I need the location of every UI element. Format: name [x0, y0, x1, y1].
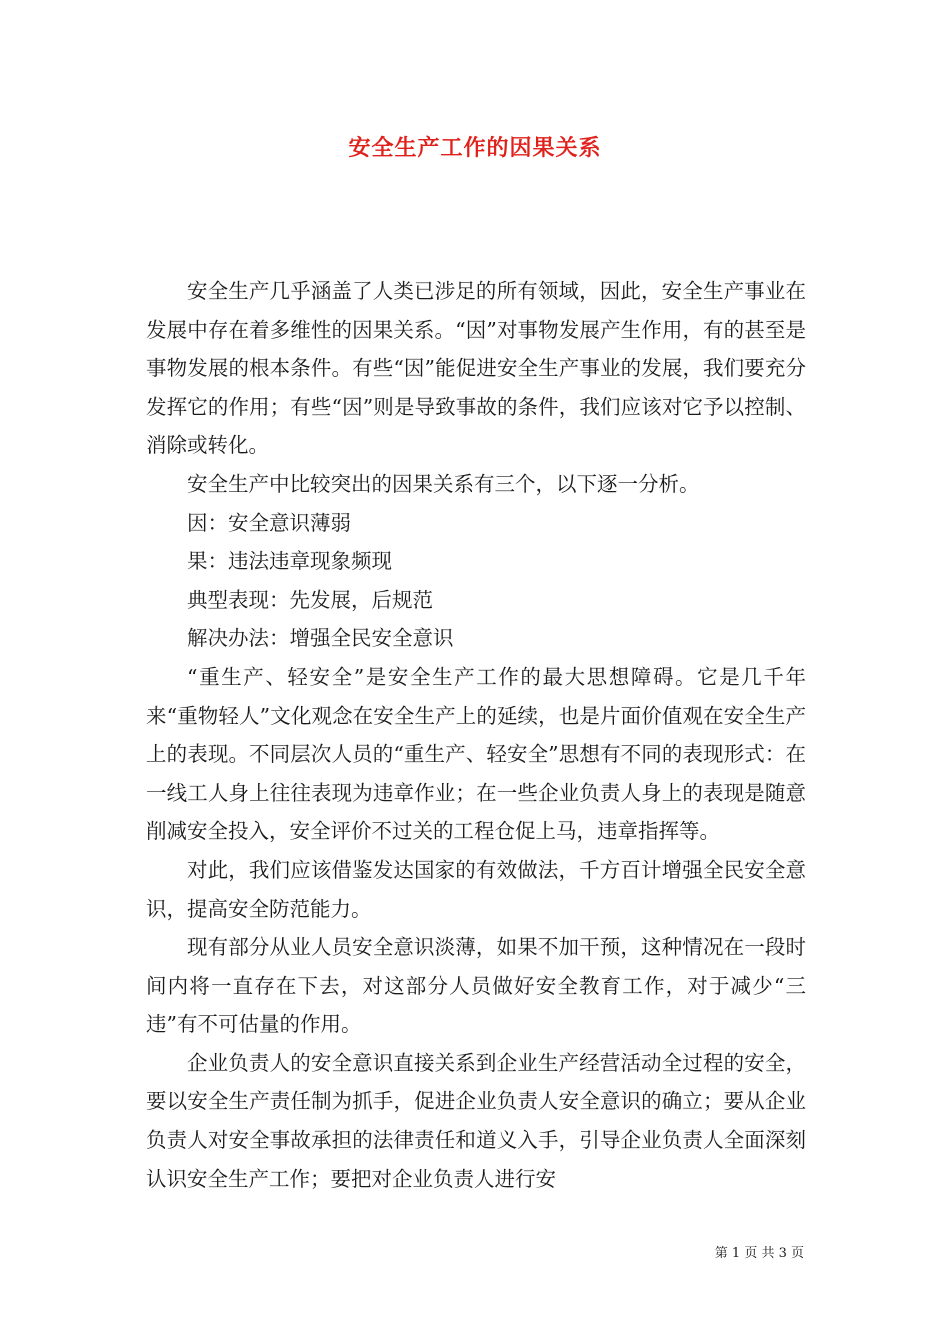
paragraph-overview: 安全生产中比较突出的因果关系有三个，以下逐一分析。: [187, 471, 700, 496]
document-title: 安全生产工作的因果关系: [348, 135, 602, 161]
paragraph-effect: 果：违法违章现象频现: [187, 549, 392, 574]
paragraph-cause: 因：安全意识薄弱: [187, 510, 351, 535]
paragraph-solution: 解决办法：增强全民安全意识: [187, 626, 454, 651]
paragraph-manifestation: 典型表现：先发展，后规范: [187, 587, 433, 612]
document-body: [146, 272, 806, 1198]
paragraph-intro: 安全生产几乎涵盖了人类已涉足的所有领域，因此，安全生产事业在发展中存在着多维性的因果关系。“因”对事物发展产生作用，有的甚至是事物发展的根本条件。有些“因”能促进安全生产事业的发展，我们要充分发挥它的作用；有些“因”则是导致事故的条件，我们应该对它予以控制、消除或转化。: [146, 279, 806, 458]
paragraph-leaders: 企业负责人的安全意识直接关系到企业生产经营活动全过程的安全，要以安全生产责任制为抓手，促进企业负责人安全意识的确立；要从企业负责人对安全事故承担的法律责任和道义入手，引导企业负责人全面深刻认识安全生产工作；要把对企业负责人进行安: [146, 1050, 806, 1191]
page-indicator: 第 1 页 共 3 页: [714, 1246, 804, 1261]
paragraph-analysis: “重生产、轻安全”是安全生产工作的最大思想障碍。它是几千年来“重物轻人”文化观念在安全生产上的延续，也是片面价值观在安全生产上的表现。不同层次人员的“重生产、轻安全”思想有不同的表现形式：在一线工人身上往往表现为违章作业；在一些企业负责人身上的表现是随意削减安全投入，安全评价不过关的工程仓促上马，违章指挥等。: [146, 664, 806, 844]
paragraph-measures: 对此，我们应该借鉴发达国家的有效做法，千方百计增强全民安全意识，提高安全防范能力。: [146, 857, 806, 921]
paragraph-workers: 现有部分从业人员安全意识淡薄，如果不加干预，这种情况在一段时间内将一直存在下去，对这部分人员做好安全教育工作，对于减少“三违”有不可估量的作用。: [146, 935, 806, 1037]
